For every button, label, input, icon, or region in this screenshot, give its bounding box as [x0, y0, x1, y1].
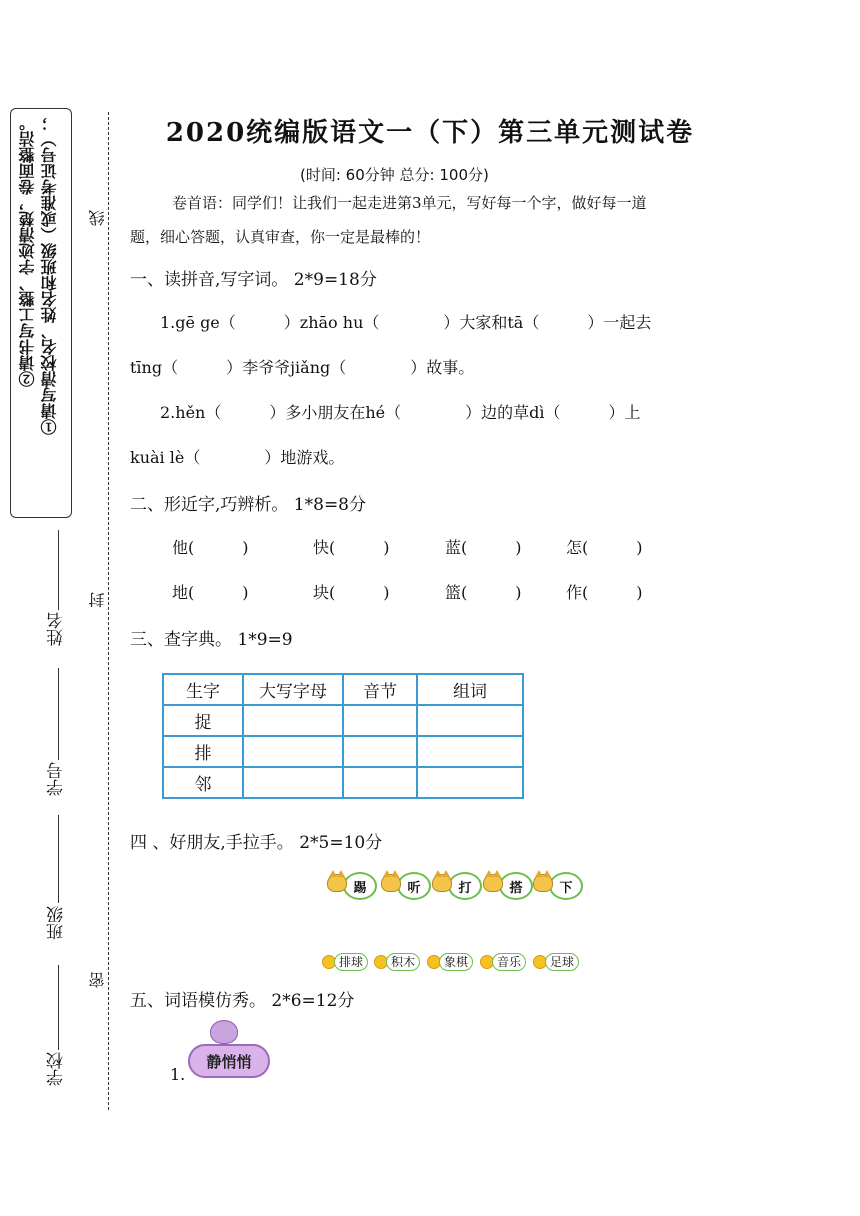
seal-mark-mi: 密 — [88, 972, 107, 988]
page-title: 2020统编版语文一（下）第三单元测试卷 — [165, 118, 695, 148]
similar-char-4: 怎( ) — [566, 538, 643, 557]
similar-char-7: 篮( ) — [445, 583, 522, 602]
dictionary-table — [162, 673, 524, 799]
table-row — [163, 767, 523, 798]
table-cell-empty[interactable] — [343, 705, 417, 736]
intro-line-2: 题，细心答题，认真审查，你一定是最棒的！ — [130, 228, 431, 246]
section-2-heading: 二、形近字,巧辨析。 1*8=8分 — [130, 495, 366, 515]
school-label: 学校 — [47, 1052, 67, 1086]
class-label: 班级 — [47, 906, 67, 940]
school-line — [58, 965, 59, 1050]
noun-label: 音乐 — [492, 953, 526, 971]
pinyin-line-2: tīng（ ）李爷爷jiǎng（ ）故事。 — [130, 358, 475, 377]
noun-bubble[interactable] — [374, 953, 420, 971]
similar-char-6: 块( ) — [313, 583, 390, 602]
noun-label: 象棋 — [439, 953, 473, 971]
table-cell-char: 邻 — [163, 767, 243, 798]
table-row — [163, 705, 523, 736]
pinyin-line-4: kuài lè（ ）地游戏。 — [130, 448, 345, 467]
similar-char-2: 快( ) — [313, 538, 390, 557]
binding-dashed-line — [108, 112, 109, 1110]
intro-line-1: 卷首语：同学们！让我们一起走进第3单元，写好每一个字，做好每一道 — [172, 194, 647, 212]
verb-label: 下 — [549, 872, 583, 900]
verb-bubble[interactable] — [533, 866, 583, 900]
name-line — [58, 530, 59, 610]
table-cell-empty[interactable] — [417, 705, 523, 736]
table-cell-empty[interactable] — [243, 736, 343, 767]
table-cell-empty[interactable] — [343, 767, 417, 798]
name-label: 姓名 — [47, 612, 67, 646]
similar-char-1: 他( ) — [172, 538, 249, 557]
similar-char-8: 作( ) — [566, 583, 643, 602]
cat-icon — [327, 874, 347, 892]
section-5-heading: 五、词语模仿秀。 2*6=12分 — [130, 991, 355, 1011]
exam-time-score: (时间: 60分钟 总分: 100分) — [300, 166, 489, 184]
noun-bubble[interactable] — [427, 953, 473, 971]
table-header-cell: 生字 — [163, 674, 243, 705]
table-cell-empty[interactable] — [417, 767, 523, 798]
cat-icon — [432, 874, 452, 892]
cat-icon — [483, 874, 503, 892]
pinyin-line-1: 1.gē ge（ ）zhāo hu（ ）大家和tā（ ）一起去 — [160, 313, 652, 332]
similar-char-5: 地( ) — [172, 583, 249, 602]
class-line — [58, 815, 59, 903]
seal-mark-feng: 封 — [88, 592, 107, 608]
pinyin-line-3: 2.hěn（ ）多小朋友在hé（ ）边的草dì（ ）上 — [160, 403, 641, 422]
table-cell-empty[interactable] — [243, 767, 343, 798]
section-4-heading: 四 、好朋友,手拉手。 2*5=10分 — [130, 833, 383, 853]
notice-line-2: ②请书写工整、字迹清楚，卷面整洁。 — [18, 115, 37, 387]
word-cloud: 静悄悄 — [188, 1044, 270, 1078]
table-cell-empty[interactable] — [243, 705, 343, 736]
verb-bubble[interactable] — [432, 866, 482, 900]
table-row — [163, 736, 523, 767]
verb-label: 搭 — [499, 872, 533, 900]
section-3-heading: 三、查字典。 1*9=9 — [130, 630, 293, 650]
notice-box — [10, 108, 72, 518]
noun-bubble[interactable] — [480, 953, 526, 971]
verb-bubble[interactable] — [483, 866, 533, 900]
seal-mark-xian: 线 — [88, 210, 107, 226]
similar-char-3: 蓝( ) — [445, 538, 522, 557]
verb-bubble[interactable] — [381, 866, 431, 900]
notice-line-1: ①请写清校名、姓名和班级（或准考证号）； — [40, 115, 59, 435]
student-no-label: 学号 — [47, 762, 67, 796]
verb-label: 踢 — [343, 872, 377, 900]
student-no-line — [58, 668, 59, 760]
section-1-heading: 一、读拼音,写字词。 2*9=18分 — [130, 270, 377, 290]
table-header-cell: 大写字母 — [243, 674, 343, 705]
table-cell-empty[interactable] — [417, 736, 523, 767]
noun-label: 足球 — [545, 953, 579, 971]
table-header-row — [163, 674, 523, 705]
table-cell-char: 排 — [163, 736, 243, 767]
noun-label: 排球 — [334, 953, 368, 971]
table-header-cell: 组词 — [417, 674, 523, 705]
cat-icon — [210, 1020, 238, 1044]
verb-bubble[interactable] — [327, 866, 377, 900]
cat-icon — [533, 874, 553, 892]
verb-label: 听 — [397, 872, 431, 900]
verb-label: 打 — [448, 872, 482, 900]
item-number: 1. — [170, 1065, 186, 1084]
table-header-cell: 音节 — [343, 674, 417, 705]
table-cell-char: 捉 — [163, 705, 243, 736]
noun-bubble[interactable] — [322, 953, 368, 971]
cat-icon — [381, 874, 401, 892]
noun-bubble[interactable] — [533, 953, 579, 971]
noun-label: 积木 — [386, 953, 420, 971]
table-cell-empty[interactable] — [343, 736, 417, 767]
